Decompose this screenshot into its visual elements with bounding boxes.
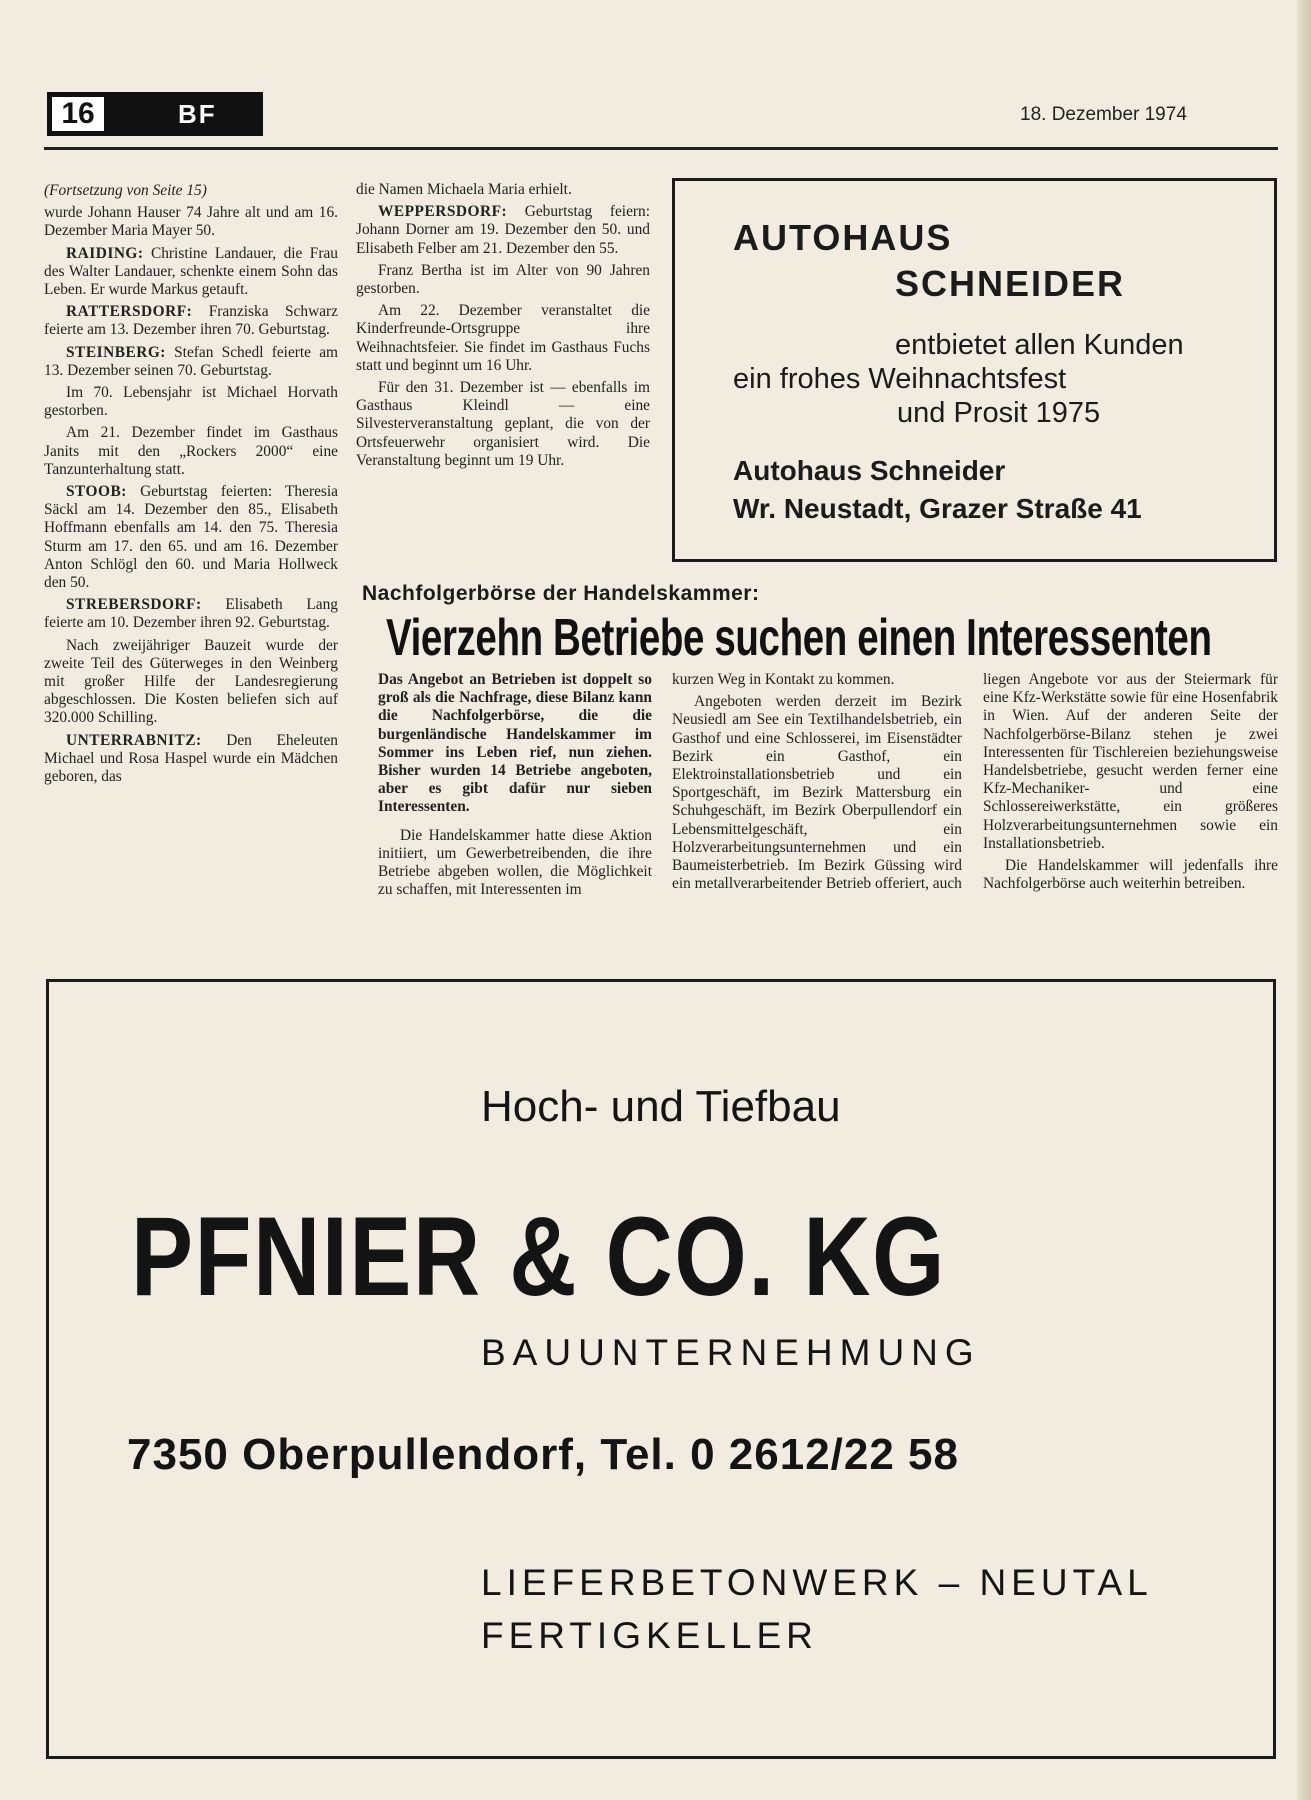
town-name: STEINBERG: bbox=[66, 343, 166, 361]
news-paragraph bbox=[44, 303, 338, 339]
ad-message-line-2: ein frohes Weihnachtsfest bbox=[733, 363, 1067, 395]
news-text: Geburtstag feierten: Theresia Säckl am 14. Dezember den 85., Elisabeth Hoffmann ebenfalls am 14. den 75. Theresia Sturm am 17. den 65. und am 16. Dezember Anton Schlögl den 60. und Maria Hollweck den 50. bbox=[44, 483, 338, 592]
article-column-1 bbox=[378, 671, 652, 903]
news-paragraph bbox=[44, 732, 338, 787]
ad-extra-line-2: FERTIGKELLER bbox=[481, 1615, 818, 1656]
ad-extra-line-1: LIEFERBETONWERK – NEUTAL bbox=[481, 1562, 1153, 1603]
article-paragraph: Die Handelskammer will jedenfalls ihre Nachfolgerbörse auch weiterhin betreiben. bbox=[983, 857, 1278, 893]
ad-title-line-2: SCHNEIDER bbox=[895, 263, 1126, 304]
article-column-2 bbox=[672, 671, 962, 897]
ad-address-phone: 7350 Oberpullendorf, Tel. 0 2612/22 58 bbox=[127, 1430, 959, 1479]
ad-message-line-1: entbietet allen Kunden bbox=[895, 329, 1184, 361]
news-text: Franziska Schwarz feierte am 13. Dezember ihren 70. Geburtstag. bbox=[44, 303, 338, 339]
article-paragraph: Angeboten werden derzeit im Bezirk Neusiedl am See ein Textilhandelsbetrieb, ein Gasthof und eine Schlosserei, im Eisenstädter Bezirk ein Gasthof, ein Elektroinstallationsbetrieb und ein Sportgeschäft, im Bezirk Mattersburg ein Schuhgeschäft, im Bezirk Oberpullendorf ein Lebensmittelgeschäft, ein Holzverarbeitungsunternehmen und ein Baumeisterbetrieb. Im Bezirk Güssing wird ein metallverarbeitender Betrieb offeriert, auch bbox=[672, 693, 962, 893]
page-number: 16 bbox=[50, 95, 106, 133]
news-text: Christine Landauer, die Frau des Walter Landauer, schenkte einem Sohn das Leben. Er wurde Markus getauft. bbox=[44, 244, 338, 299]
news-paragraph bbox=[356, 203, 650, 258]
header-rule bbox=[44, 147, 1278, 150]
article-headline: Vierzehn Betriebe suchen einen Interessenten bbox=[386, 609, 1212, 667]
news-paragraph bbox=[44, 596, 338, 632]
town-name: WEPPERSDORF: bbox=[378, 203, 508, 221]
news-paragraph bbox=[44, 344, 338, 380]
article-kicker: Nachfolgerbörse der Handelskammer: bbox=[362, 582, 760, 605]
news-text: Geburtstag feiern: Johann Dorner am 19. Dezember den 50. und Elisabeth Felber am 21. Dezember den 55. bbox=[356, 203, 650, 257]
local-news-column-1 bbox=[44, 182, 338, 790]
local-news-column-2 bbox=[356, 181, 650, 474]
town-name: UNTERRABNITZ: bbox=[66, 731, 202, 749]
town-name: STOOB: bbox=[66, 483, 127, 501]
town-name: RAIDING: bbox=[66, 244, 144, 262]
news-paragraph: Nach zweijähriger Bauzeit wurde der zweite Teil des Güterweges in den Weinberg mit großer Hilfe der Landesregierung abgeschlossen. Die Kosten beliefen sich auf 320.000 Schilling. bbox=[44, 636, 338, 727]
issue-date: 18. Dezember 1974 bbox=[1020, 104, 1187, 125]
news-paragraph: die Namen Michaela Maria erhielt. bbox=[356, 181, 572, 198]
news-paragraph bbox=[44, 245, 338, 300]
town-name: STREBERSDORF: bbox=[66, 596, 202, 614]
town-name: RATTERSDORF: bbox=[66, 303, 193, 321]
news-paragraph bbox=[44, 483, 338, 592]
news-paragraph: Für den 31. Dezember ist — ebenfalls im Gasthaus Kleindl — eine Silvesterveranstaltung geplant, die von der Ortsfeuerwehr organisiert wird. Die Veranstaltung beginnt um 19 Uhr. bbox=[356, 379, 650, 469]
ad-company-name: PFNIER & CO. KG bbox=[131, 1194, 947, 1319]
ad-title-line-1: AUTOHAUS bbox=[733, 217, 953, 258]
news-paragraph: Am 21. Dezember findet im Gasthaus Janits mit den „Rockers 2000“ eine Tanzunterhaltung statt. bbox=[44, 424, 338, 478]
autohaus-schneider-ad bbox=[672, 178, 1277, 562]
article-paragraph: liegen Angebote vor aus der Steiermark für eine Kfz-Werkstätte sowie für eine Hosenfabrik in Wien. Auf der anderen Seite der Nachfolgerbörse-Bilanz stehen je zwei Interessenten für Tischlereien beziehungsweise Handelsbetriebe, gesucht werden ferner eine Kfz-Mechaniker- und eine Schlossereiwerkstätte, ein größeres Holzverarbeitungsunternehmen sowie ein Installationsbetrieb. bbox=[983, 671, 1278, 852]
news-paragraph: wurde Johann Hauser 74 Jahre alt und am 16. Dezember Maria Mayer 50. bbox=[44, 204, 338, 240]
page-edge-shadow bbox=[1297, 0, 1311, 1800]
news-text: Stefan Schedl feierte am 13. Dezember seinen 70. Geburtstag. bbox=[44, 343, 338, 379]
ad-business-type: BAUUNTERNEHMUNG bbox=[481, 1332, 981, 1373]
pfnier-construction-ad bbox=[46, 979, 1276, 1759]
continuation-note: (Fortsetzung von Seite 15) bbox=[44, 182, 207, 199]
article-lead: Das Angebot an Betrieben ist doppelt so groß als die Nachfrage, diese Bilanz kann die Nachfolgerbörse, die die burgenländische Handelskammer im Sommer ins Leben rief, nun ziehen. Bisher wurden 14 Betriebe angeboten, aber es gibt dafür nur sieben Interessenten. bbox=[378, 671, 652, 816]
ad-message-line-3: und Prosit 1975 bbox=[897, 397, 1101, 429]
article-paragraph: kurzen Weg in Kontakt zu kommen. bbox=[672, 671, 895, 688]
ad-service-line: Hoch- und Tiefbau bbox=[481, 1082, 841, 1131]
news-text: Elisabeth Lang feierte am 10. Dezember ihren 92. Geburtstag. bbox=[44, 596, 338, 632]
ad-company-name: Autohaus Schneider bbox=[733, 455, 1006, 486]
news-paragraph: Im 70. Lebensjahr ist Michael Horvath gestorben. bbox=[44, 384, 338, 420]
article-column-3 bbox=[983, 671, 1278, 897]
news-paragraph: Franz Bertha ist im Alter von 90 Jahren gestorben. bbox=[356, 261, 650, 298]
article-paragraph: Die Handelskammer hatte diese Aktion initiiert, um Gewerbetreibenden, die ihre Betriebe abgeben wollen, die Möglichkeit zu schaffen, mit Interessenten im bbox=[378, 826, 652, 899]
ad-address: Wr. Neustadt, Grazer Straße 41 bbox=[733, 493, 1142, 524]
newspaper-code: BF bbox=[178, 99, 217, 129]
news-paragraph: Am 22. Dezember veranstaltet die Kinderfreunde-Ortsgruppe ihre Weihnachtsfeier. Sie findet im Gasthaus Fuchs statt und beginnt um 16 Uhr. bbox=[356, 302, 650, 374]
news-text: Den Eheleuten Michael und Rosa Haspel wurde ein Mädchen geboren, das bbox=[44, 731, 338, 786]
